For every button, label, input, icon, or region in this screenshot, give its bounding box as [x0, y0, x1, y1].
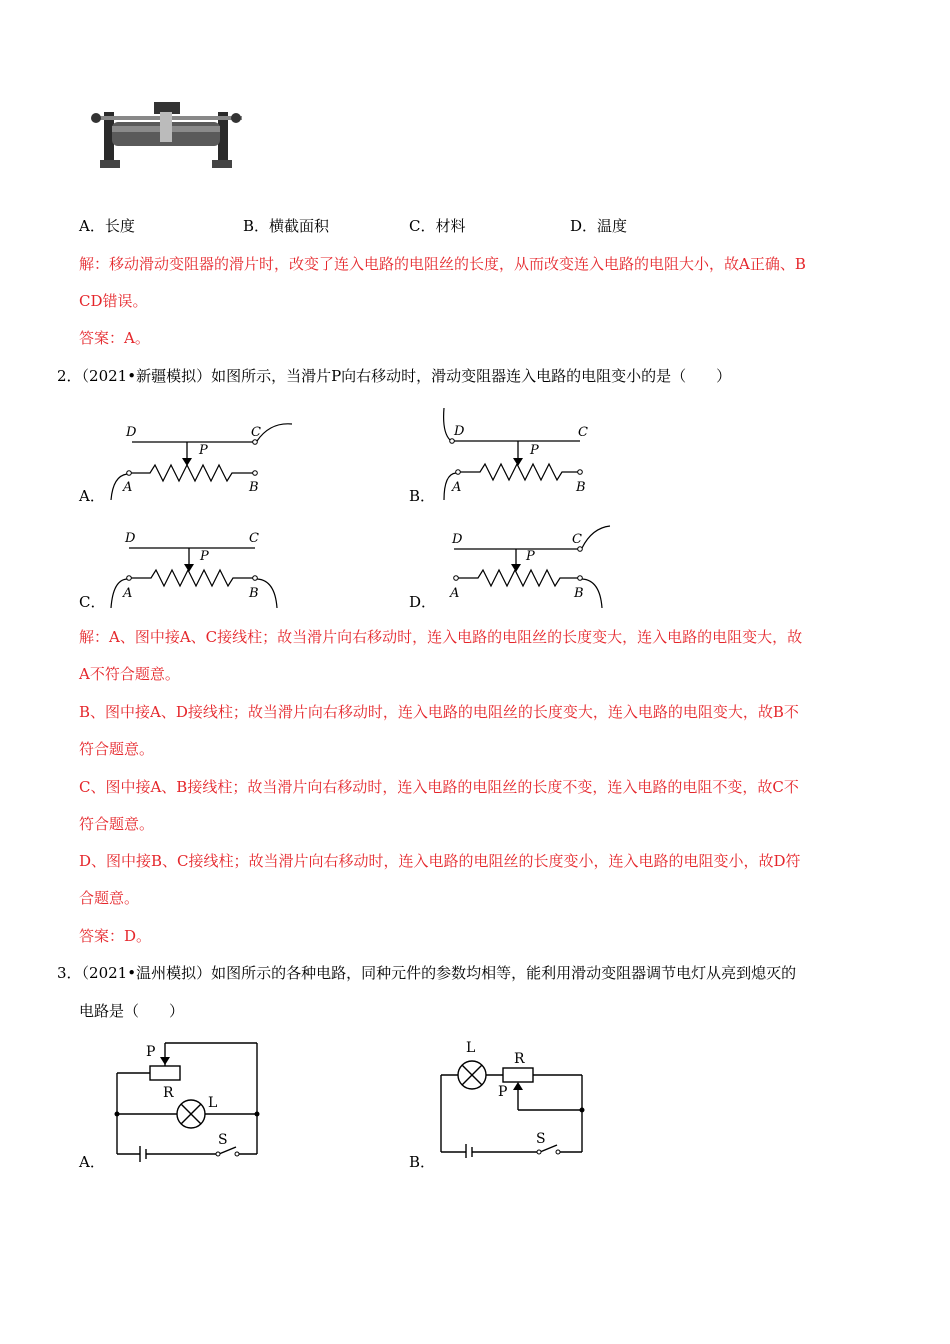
q2-answer: 答案：D。	[79, 927, 152, 945]
label-l: L	[466, 1040, 476, 1056]
q2-solution-line3: B、图中接A、D接线柱；故当滑片向右移动时，连入电路的电阻丝的长度变大，连入电路的电阻变大，故B不	[79, 703, 799, 721]
q2-solution-line8: 合题意。	[79, 889, 140, 907]
label-l: L	[208, 1095, 218, 1111]
q3-stem-line2: 电路是（ ）	[79, 1002, 185, 1020]
q2-diagram-c	[105, 528, 305, 610]
q1-option-c: C．材料	[409, 217, 466, 235]
label-d: D	[125, 531, 136, 546]
label-s: S	[536, 1131, 546, 1147]
rheostat-photo	[86, 98, 246, 174]
q2-stem: 2．（2021•新疆模拟）如图所示，当滑片P向右移动时，滑动变阻器连入电路的电阻变小的是（ ）	[57, 367, 732, 385]
label-a: A	[123, 586, 133, 601]
label-c: C	[251, 425, 261, 440]
q1-solution-line2: CD错误。	[79, 292, 148, 310]
label-s: S	[218, 1132, 228, 1148]
q3-stem-line1: 3．（2021•温州模拟）如图所示的各种电路，同种元件的参数均相等，能利用滑动变阻器调节电灯从亮到熄灭的	[57, 964, 797, 982]
q2-option-d-label: D．	[409, 593, 437, 611]
label-a: A	[123, 480, 133, 495]
label-p: P	[200, 549, 209, 564]
q2-solution-line2: A不符合题意。	[79, 665, 180, 683]
label-r: R	[163, 1085, 174, 1101]
q3-circuit-b	[430, 1030, 600, 1158]
label-p: P	[530, 443, 539, 458]
q3-option-b-label: B．	[409, 1153, 436, 1171]
q2-solution-line5: C、图中接A、B接线柱；故当滑片向右移动时，连入电路的电阻丝的长度不变，连入电路的电阻不变，故C不	[79, 778, 799, 796]
q2-solution-line6: 符合题意。	[79, 815, 155, 833]
q3-circuit-a	[100, 1034, 270, 1164]
q1-answer: 答案：A。	[79, 329, 150, 347]
q1-option-b: B．横截面积	[243, 217, 330, 235]
label-d: D	[454, 424, 465, 439]
q2-option-c-label: C．	[79, 593, 106, 611]
label-b: B	[576, 480, 586, 495]
q1-option-d: D．温度	[570, 217, 628, 235]
q2-solution-line4: 符合题意。	[79, 740, 155, 758]
label-a: A	[450, 586, 460, 601]
q2-diagram-b	[432, 408, 632, 502]
label-b: B	[249, 586, 259, 601]
q2-solution-line7: D、图中接B、C接线柱；故当滑片向右移动时，连入电路的电阻丝的长度变小，连入电路的电阻变小，故D符	[79, 852, 801, 870]
label-p: P	[498, 1084, 508, 1100]
q2-diagram-a	[105, 422, 305, 502]
label-c: C	[249, 531, 259, 546]
label-a: A	[452, 480, 462, 495]
label-r: R	[514, 1051, 525, 1067]
label-c: C	[578, 425, 588, 440]
q2-solution-line1: 解：A、图中接A、C接线柱；故当滑片向右移动时，连入电路的电阻丝的长度变大，连入电路的电阻变大，故	[79, 628, 803, 646]
label-p: P	[199, 443, 208, 458]
label-p: P	[146, 1044, 156, 1060]
q2-diagram-d	[432, 522, 632, 610]
label-b: B	[574, 586, 584, 601]
label-d: D	[452, 532, 463, 547]
label-b: B	[249, 480, 259, 495]
label-c: C	[572, 532, 582, 547]
q2-option-b-label: B．	[409, 487, 436, 505]
q2-option-a-label: A．	[79, 487, 105, 505]
q1-option-a: A．长度	[79, 217, 135, 235]
label-p: P	[526, 549, 535, 564]
q1-solution-line1: 解：移动滑动变阻器的滑片时，改变了连入电路的电阻丝的长度，从而改变连入电路的电阻大小，故A正确、B	[79, 255, 806, 273]
label-d: D	[126, 425, 137, 440]
q3-option-a-label: A．	[79, 1153, 105, 1171]
